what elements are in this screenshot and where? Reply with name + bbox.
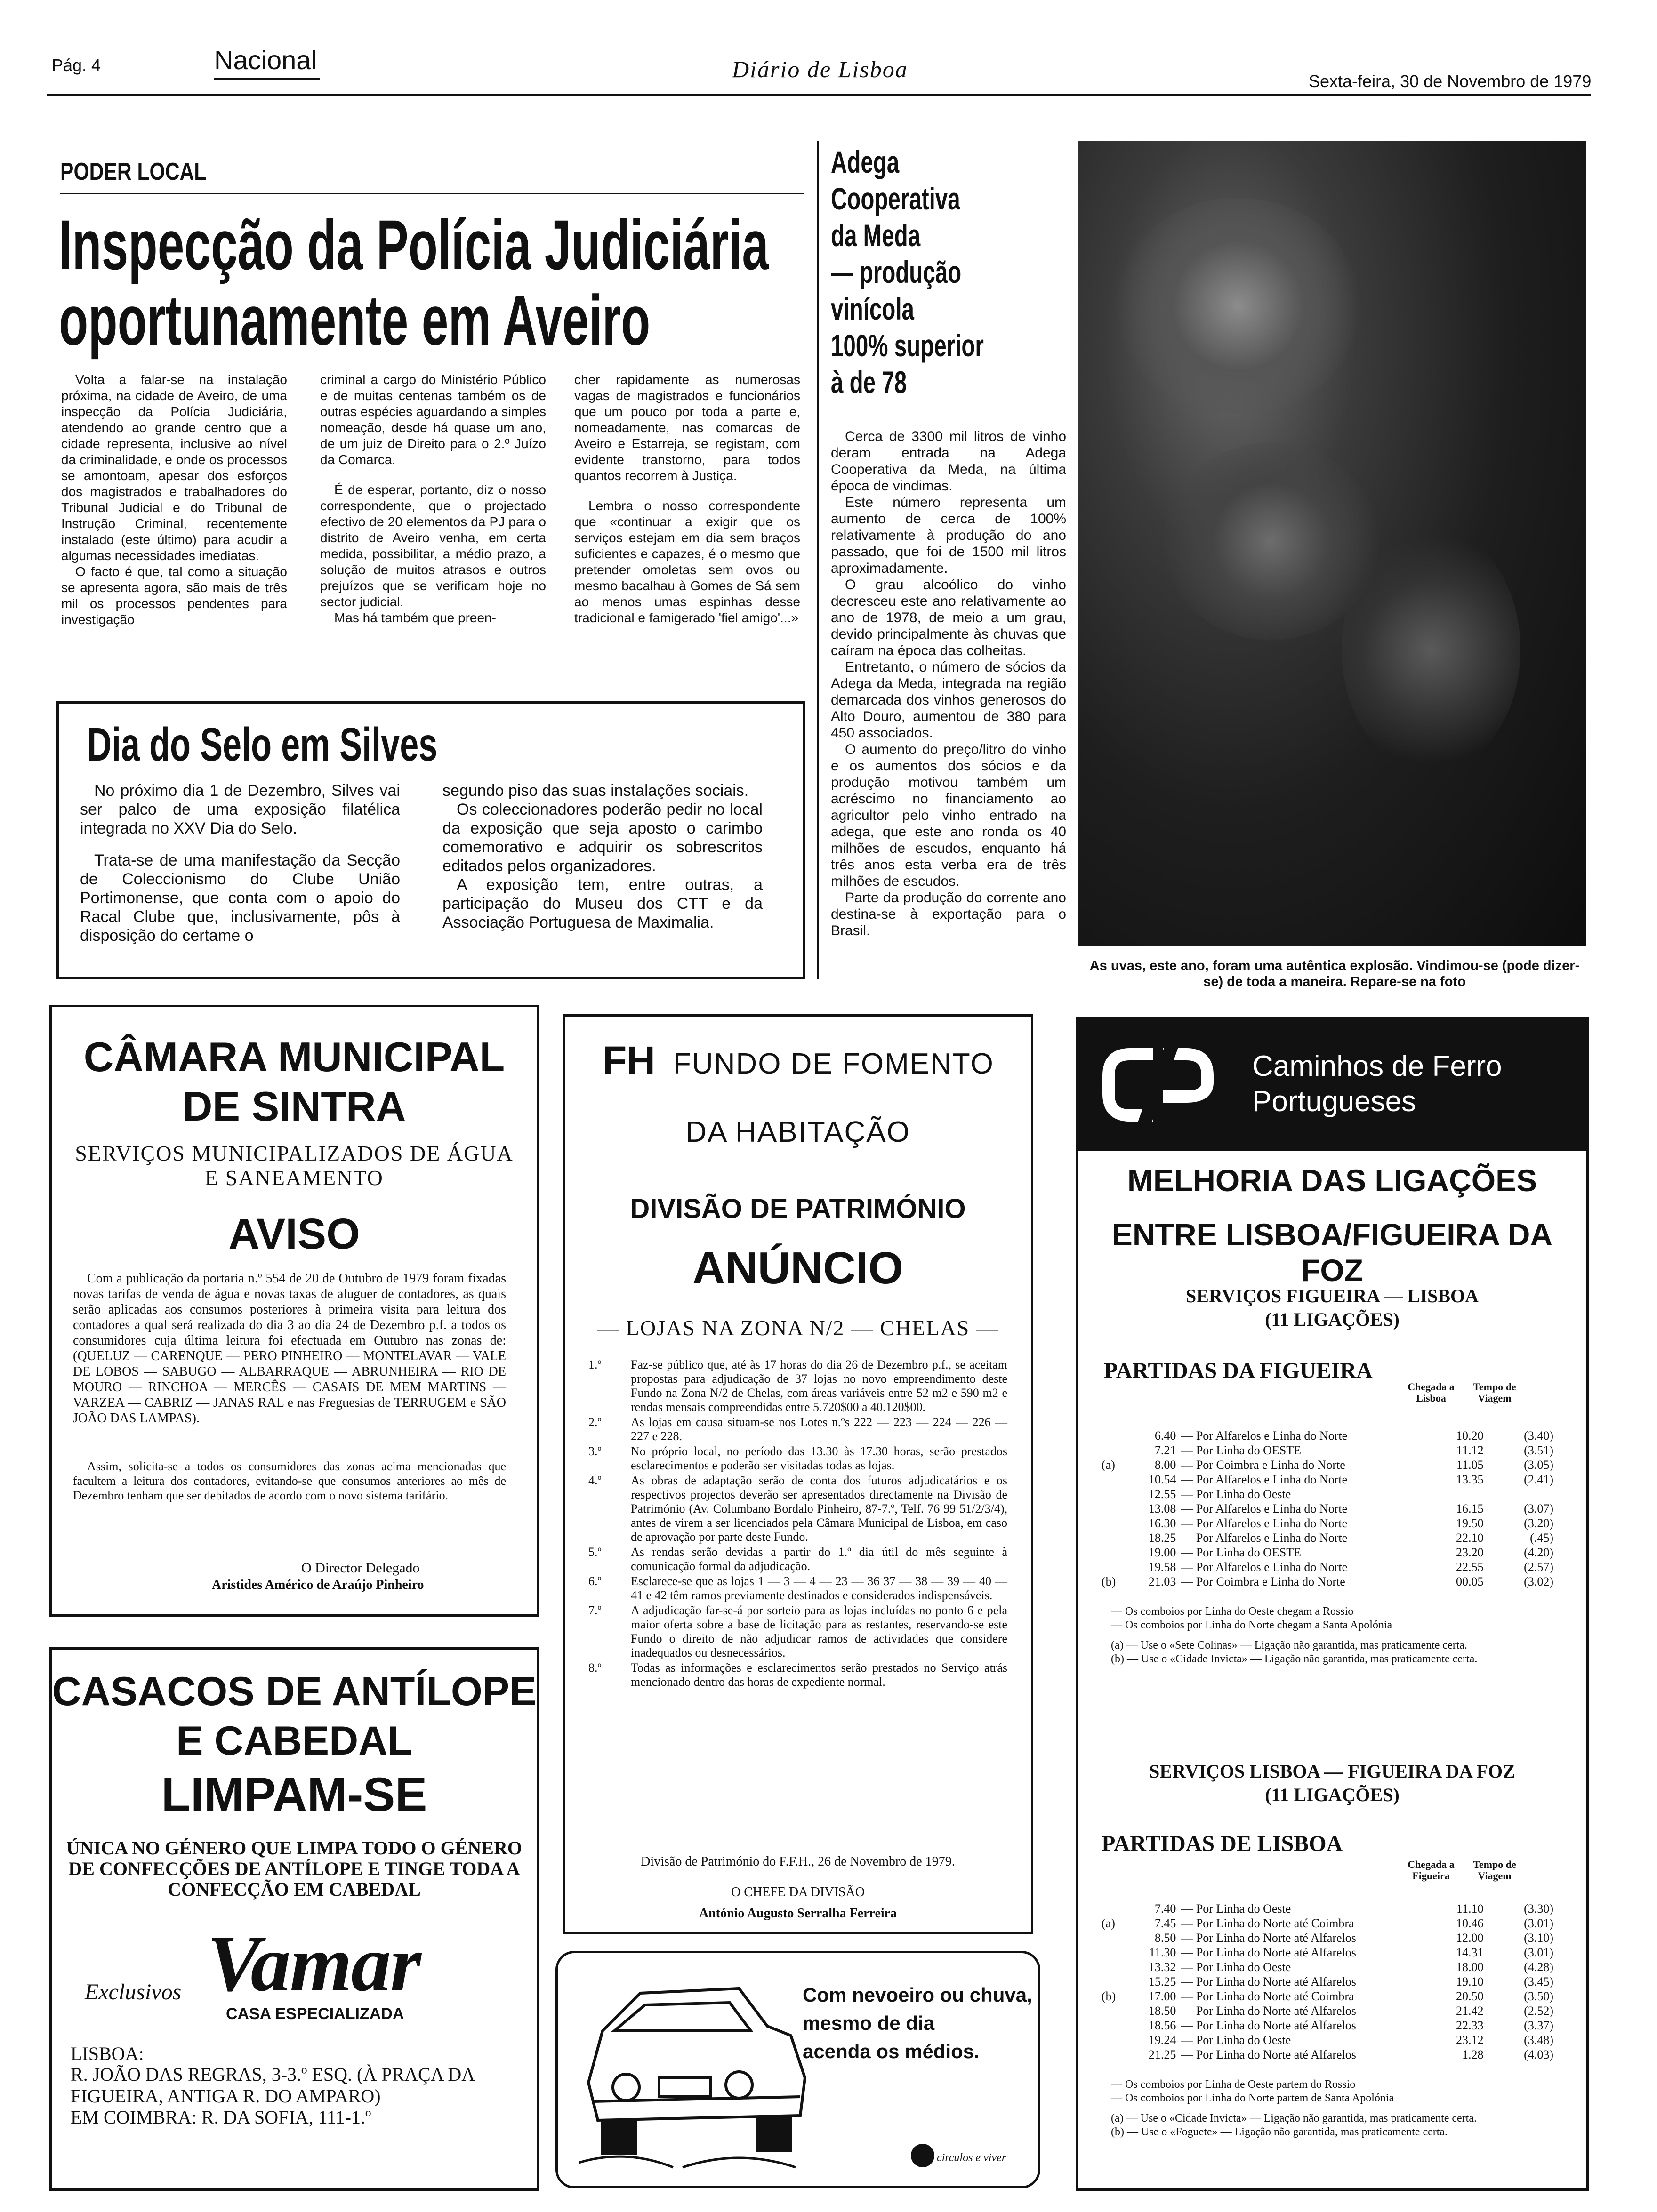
- row-arrival: 23.12: [1456, 2033, 1484, 2047]
- cp-timetable-2: [1102, 1901, 1553, 2062]
- row-route: — Por Coimbra e Linha do Norte: [1181, 1458, 1345, 1472]
- kicker: PODER LOCAL: [60, 158, 207, 185]
- row-route: — Por Linha do Oeste: [1181, 1487, 1291, 1501]
- cp-section-1-title: SERVIÇOS FIGUEIRA — LISBOA: [1185, 1285, 1479, 1306]
- fundo-item: [588, 1474, 1007, 1544]
- paragraph: criminal a cargo do Ministério Público e de muitas centenas também os de outras espécies aguardando a simples nomeação, desde há quase um ano, de um juiz de Direito para o 2.º Juízo da Comarca.: [320, 372, 546, 467]
- route-text: Por Linha do Oeste: [1196, 1960, 1291, 1974]
- route-text: Por Alfarelos e Linha do Norte: [1196, 1516, 1348, 1530]
- selo-column-1: [80, 781, 400, 945]
- row-time: 17.00: [1148, 1989, 1176, 2003]
- row-time: 19.24: [1148, 2033, 1176, 2047]
- cp-section-1-subtitle: (11 LIGAÇÕES): [1265, 1309, 1400, 1330]
- paragraph: O aumento do preço/litro do vinho e os aumentos dos sócios e da produção motivou também um acréscimo no financiamento ao agricultor pelo vinho entrado na adega, que este ano ronda os 40 milhões de escudos, enquanto há três anos esta verba era de três milhões de escudos.: [831, 742, 1066, 889]
- route-text: Por Alfarelos e Linha do Norte: [1196, 1429, 1348, 1443]
- photo-highlight: [1116, 198, 1360, 414]
- item-text: As lojas em causa situam-se nos Lotes n.ºs 222 — 223 — 224 — 226 — 227 e 228.: [631, 1415, 1007, 1443]
- row-time: 18.25: [1148, 1531, 1176, 1545]
- headline-line: da Meda: [831, 218, 921, 253]
- car-grille: [659, 2078, 711, 2097]
- casacos-title-1: CASACOS DE ANTÍLOPE: [52, 1669, 537, 1714]
- paragraph: Os coleccionadores poderão pedir no local da exposição que seja aposto o carimbo comemorativo e adquirir os sobrescritos editados pelos organizadores.: [442, 801, 763, 875]
- headline-line: 100% superior: [831, 328, 984, 363]
- row-route: — Por Linha do Norte até Coimbra: [1181, 1989, 1354, 2003]
- sintra-title-1: CÂMARA MUNICIPAL: [83, 1034, 505, 1080]
- row-note: [1102, 1428, 1129, 1443]
- cp-col-time: Tempo de Viagem: [1473, 1381, 1516, 1404]
- cp-notes-1: [1111, 1605, 1558, 1666]
- sintra-body-2: Assim, solicita-se a todos os consumidores das zonas acima mencionadas que facultem a leitura dos contadores, evitando-se que consumos anteriores ao mês de Dezembro tenham que ser debitados de acordo com o novo sistema tarifário.: [73, 1459, 506, 1502]
- row-route: — Por Linha do Oeste: [1181, 1960, 1291, 1974]
- timetable-row: [1102, 1545, 1553, 1560]
- timetable-row: [1102, 1458, 1553, 1472]
- row-route: — Por Coimbra e Linha do Norte: [1181, 1575, 1345, 1588]
- casacos-address-1: R. JOÃO DAS REGRAS, 3-3.º ESQ. (À PRAÇA DA FIGUEIRA, ANTIGA R. DO AMPARO): [71, 2064, 474, 2107]
- timetable-row: [1102, 1516, 1553, 1531]
- timetable-row: [1102, 2033, 1553, 2047]
- item-number: 1.º: [588, 1358, 602, 1371]
- timetable-note: — Os comboios por Linha de Oeste partem do Rossio: [1111, 2078, 1356, 2091]
- sintra-title-2: DE SINTRA: [182, 1083, 406, 1130]
- item-number: 3.º: [588, 1444, 602, 1458]
- row-note: [1102, 1931, 1129, 1945]
- fog-text-2: mesmo de dia: [803, 2012, 935, 2034]
- item-text: As obras de adaptação serão de conta dos futuros adjudicatários e os respectivos projectos deverão ser apresentados directamente na Divisão de Património (Av. Columbano Bordalo Pinheiro, 87-7.º, Telf. 76 99 51/2/3/4), antes de virem a ser licenciados pela Câmara Municipal de Lisboa, em caso de aprovação por parte deste Fundo.: [631, 1474, 1007, 1544]
- row-arrival: 00.05: [1456, 1575, 1484, 1588]
- row-duration: (3.40): [1524, 1429, 1553, 1443]
- row-time: 7.40: [1154, 1902, 1176, 1915]
- cp-title-1: MELHORIA DAS LIGAÇÕES: [1127, 1163, 1537, 1198]
- paragraph: Cerca de 3300 mil litros de vinho deram entrada na Adega Cooperativa da Meda, na última época de vindimas.: [831, 429, 1066, 494]
- timetable-row: [1102, 1974, 1553, 1989]
- masthead: Diário de Lisboa: [732, 56, 908, 82]
- row-arrival: 19.50: [1456, 1516, 1484, 1530]
- fog-text-1: Com nevoeiro ou chuva,: [803, 1984, 1032, 2006]
- headline-line-2: oportunamente em Aveiro: [59, 281, 651, 360]
- headline-line-1: Inspecção da Polícia Judiciária: [59, 205, 769, 284]
- row-time: 18.56: [1148, 2019, 1176, 2032]
- cp-section-2-subtitle: (11 LIGAÇÕES): [1265, 1784, 1400, 1805]
- paragraph: No próximo dia 1 de Dezembro, Silves vai ser palco de uma exposição filatélica integrada no XXV Dia do Selo.: [80, 782, 400, 837]
- timetable-row: [1102, 1945, 1553, 1960]
- row-note: [1102, 1443, 1129, 1458]
- row-duration: (2.57): [1524, 1560, 1553, 1574]
- row-arrival: 20.50: [1456, 1989, 1484, 2003]
- casacos-brand-sub: CASA ESPECIALIZADA: [226, 2005, 404, 2023]
- row-note: [1102, 1560, 1129, 1574]
- route-text: Por Linha do Oeste: [1196, 2033, 1291, 2047]
- row-route: — Por Alfarelos e Linha do Norte: [1181, 1560, 1348, 1574]
- page-number: Pág. 4: [52, 56, 101, 75]
- row-duration: (3.37): [1524, 2019, 1553, 2032]
- casacos-address-label: LISBOA:: [71, 2043, 144, 2064]
- cp-brand-2: Portugueses: [1252, 1085, 1416, 1118]
- sintra-aviso: AVISO: [228, 1210, 360, 1258]
- row-route: — Por Alfarelos e Linha do Norte: [1181, 1531, 1348, 1545]
- row-duration: (3.01): [1524, 1946, 1553, 1959]
- fundo-org-1: FUNDO DE FOMENTO: [673, 1048, 994, 1080]
- row-route: — Por Alfarelos e Linha do Norte: [1181, 1502, 1348, 1515]
- route-text: Por Linha do Norte até Alfarelos: [1196, 1946, 1356, 1959]
- row-duration: (3.50): [1524, 1989, 1553, 2003]
- row-time: 8.50: [1154, 1931, 1176, 1945]
- row-arrival: 10.46: [1456, 1916, 1484, 1930]
- adega-body: [831, 428, 1066, 939]
- row-route: — Por Alfarelos e Linha do Norte: [1181, 1429, 1348, 1443]
- row-arrival: 22.10: [1456, 1531, 1484, 1545]
- timetable-row: [1102, 1531, 1553, 1545]
- item-number: 5.º: [588, 1545, 602, 1559]
- casacos-title-3: LIMPAM-SE: [161, 1768, 427, 1821]
- row-route: — Por Linha do Oeste: [1181, 2033, 1291, 2047]
- row-route: — Por Linha do Norte até Alfarelos: [1181, 2004, 1356, 2018]
- row-time: 19.00: [1148, 1546, 1176, 1559]
- timetable-row: [1102, 1960, 1553, 1974]
- cp-logo-icon: [1102, 1045, 1215, 1125]
- row-duration: (3.07): [1524, 1502, 1553, 1515]
- paragraph: Parte da produção do corrente ano destina-se à exportação para o Brasil.: [831, 890, 1066, 938]
- car-wheel: [758, 2118, 791, 2151]
- row-duration: (3.20): [1524, 1516, 1553, 1530]
- row-note: [1102, 1516, 1129, 1531]
- row-arrival: 16.15: [1456, 1502, 1484, 1515]
- row-note: (a): [1102, 1916, 1115, 1930]
- row-time: 15.25: [1148, 1975, 1176, 1988]
- row-duration: [1484, 1487, 1553, 1501]
- paragraph: Trata-se de uma manifestação da Secção de Coleccionismo do Clube União Portimonense, que conta com o apoio do Racal Clube que, inclusivamente, pôs à disposição do certame o: [80, 851, 400, 945]
- row-time: 6.40: [1154, 1429, 1176, 1443]
- row-duration: (3.30): [1524, 1902, 1553, 1915]
- paragraph: A exposição tem, entre outras, a participação do Museu dos CTT e da Associação Portuguesa de Maximalia.: [442, 876, 763, 931]
- row-duration: (3.45): [1524, 1975, 1553, 1988]
- car-window: [614, 2003, 751, 2031]
- timetable-note: (b) — Use o «Foguete» — Ligação não garantida, mas praticamente certa.: [1111, 2126, 1448, 2138]
- section-name: Nacional: [214, 45, 317, 75]
- fundo-item: [588, 1574, 1007, 1603]
- cp-col-time: Tempo de Viagem: [1473, 1859, 1516, 1882]
- selo-column-2: [442, 781, 763, 932]
- row-time: 8.00: [1154, 1458, 1176, 1472]
- route-text: Por Coimbra e Linha do Norte: [1196, 1458, 1345, 1472]
- fundo-item: [588, 1661, 1007, 1689]
- paragraph: segundo piso das suas instalações sociais.: [442, 782, 749, 800]
- route-text: Por Linha do Norte até Coimbra: [1196, 1989, 1354, 2003]
- row-time: 18.50: [1148, 2004, 1176, 2018]
- fundo-logo-icon: FH: [603, 1038, 655, 1082]
- row-route: — Por Linha do OESTE: [1181, 1546, 1301, 1559]
- row-arrival: 11.12: [1456, 1443, 1484, 1457]
- row-arrival: 11.10: [1456, 1902, 1484, 1915]
- grapes-photo: [1078, 141, 1586, 946]
- row-arrival: [1423, 1487, 1484, 1501]
- fundo-item: [588, 1415, 1007, 1443]
- timetable-row: [1102, 1487, 1553, 1501]
- cp-col-arrival: Chegada a Figueira: [1408, 1859, 1455, 1882]
- row-time: 11.30: [1149, 1946, 1176, 1959]
- row-route: — Por Alfarelos e Linha do Norte: [1181, 1473, 1348, 1486]
- paragraph: O grau alcoólico do vinho decresceu este ano relativamente ao ano de 1978, de meio a um grau, devido principalmente às chuvas que caíram na época das colheitas.: [831, 577, 1066, 658]
- cp-brand-1: Caminhos de Ferro: [1252, 1050, 1502, 1082]
- fog-text-3: acenda os médios.: [803, 2040, 980, 2062]
- timetable-row: [1102, 1428, 1553, 1443]
- article-column-2: [320, 372, 546, 626]
- timetable-note: (a) — Use o «Sete Colinas» — Ligação não garantida, mas praticamente certa.: [1111, 1639, 1468, 1651]
- row-route: — Por Linha do Norte até Coimbra: [1181, 1916, 1354, 1930]
- row-arrival: 13.35: [1456, 1473, 1484, 1486]
- fundo-item: [588, 1358, 1007, 1414]
- timetable-note: — Os comboios por Linha do Norte partem de Santa Apolónia: [1111, 2092, 1394, 2104]
- article-column-3: [574, 372, 800, 626]
- row-duration: (4.03): [1524, 2048, 1553, 2061]
- cp-timetable-1: [1102, 1428, 1553, 1589]
- paragraph: Mas há também que preen-: [334, 610, 496, 625]
- row-note: (b): [1102, 1575, 1116, 1588]
- row-arrival: 1.28: [1462, 2048, 1484, 2061]
- fundo-item: [588, 1545, 1007, 1573]
- fundo-items: [588, 1358, 1007, 1690]
- row-duration: (4.20): [1524, 1546, 1553, 1559]
- headline-line: à de 78: [831, 365, 907, 400]
- fundo-signature-title: O CHEFE DA DIVISÃO: [731, 1885, 865, 1899]
- route-text: Por Alfarelos e Linha do Norte: [1196, 1560, 1348, 1574]
- car-illustration: [570, 1960, 833, 2181]
- item-number: 2.º: [588, 1415, 602, 1429]
- row-route: — Por Linha do Oeste: [1181, 1902, 1291, 1915]
- row-note: [1102, 1472, 1129, 1487]
- row-duration: (2.41): [1524, 1473, 1553, 1486]
- route-text: Por Alfarelos e Linha do Norte: [1196, 1531, 1348, 1545]
- route-text: Por Linha do Norte até Alfarelos: [1196, 2019, 1356, 2032]
- row-time: 16.30: [1148, 1516, 1176, 1530]
- row-note: [1102, 2018, 1129, 2033]
- timetable-row: [1102, 1501, 1553, 1516]
- headline-line: Adega: [831, 144, 900, 179]
- row-note: [1102, 1501, 1129, 1516]
- row-duration: (2.52): [1524, 2004, 1553, 2018]
- row-route: — Por Linha do Norte até Alfarelos: [1181, 1931, 1356, 1945]
- row-arrival: 19.10: [1456, 1975, 1484, 1988]
- headline-line: vinícola: [831, 291, 914, 326]
- header-rule: [47, 94, 1591, 96]
- row-time: 7.21: [1154, 1443, 1176, 1457]
- route-text: Por Linha do Norte até Alfarelos: [1196, 2004, 1356, 2018]
- photo-caption: As uvas, este ano, foram uma autêntica explosão. Vindimou-se (pode dizer-se) de toda a maneira. Repare-se na foto: [1089, 958, 1580, 989]
- route-text: Por Linha do Norte até Coimbra: [1196, 1916, 1354, 1930]
- row-note: [1102, 2033, 1129, 2047]
- cp-col-arrival: Chegada a Lisboa: [1408, 1381, 1455, 1404]
- row-duration: (3.48): [1524, 2033, 1553, 2047]
- timetable-row: [1102, 2047, 1553, 2062]
- item-number: 8.º: [588, 1661, 602, 1675]
- timetable-note: (a) — Use o «Cidade Invicta» — Ligação não garantida, mas praticamente certa.: [1111, 2112, 1477, 2124]
- sponsor-logo-icon: [911, 2144, 934, 2167]
- paragraph: Lembra o nosso correspondente que «continuar a exigir que os serviços estejam em dia sem braços suficientes e capazes, é o mesmo que pretender omoletas sem ovos ou mesmo bacalhau à Gomes de Sá sem ao menos umas espinhas desse tradicional e famigerado 'fiel amigo'...»: [574, 498, 800, 625]
- selo-headline: Dia do Selo em Silves: [87, 718, 438, 771]
- fundo-item: [588, 1444, 1007, 1473]
- row-duration: (.45): [1530, 1531, 1553, 1545]
- casacos-brand: Vamar: [207, 1919, 420, 2008]
- timetable-row: [1102, 1916, 1553, 1931]
- casacos-body: ÚNICA NO GÉNERO QUE LIMPA TODO O GÉNERO DE CONFECÇÕES DE ANTÍLOPE E TINGE TODA A CONFECÇÃO EM CABEDAL: [66, 1837, 522, 1900]
- route-text: Por Linha do Norte até Alfarelos: [1196, 1975, 1356, 1988]
- fog-sponsor: circulos e viver: [937, 2152, 1006, 2164]
- route-text: Por Linha do Norte até Alfarelos: [1196, 2048, 1356, 2061]
- sintra-subtitle: SERVIÇOS MUNICIPALIZADOS DE ÁGUA E SANEAMENTO: [75, 1141, 514, 1190]
- row-time: 21.25: [1148, 2048, 1176, 2061]
- route-text: Por Linha do OESTE: [1196, 1443, 1301, 1457]
- timetable-row: [1102, 1931, 1553, 1945]
- row-note: [1102, 1531, 1129, 1545]
- row-arrival: 22.55: [1456, 1560, 1484, 1574]
- fundo-subtitle: — LOJAS NA ZONA N/2 — CHELAS —: [597, 1316, 999, 1340]
- fundo-item: [588, 1603, 1007, 1660]
- timetable-row: [1102, 1560, 1553, 1574]
- row-arrival: 22.33: [1456, 2019, 1484, 2032]
- row-arrival: 18.00: [1456, 1960, 1484, 1974]
- timetable-row: [1102, 2004, 1553, 2018]
- route-text: Por Linha do Oeste: [1196, 1902, 1291, 1915]
- timetable-row: [1102, 2018, 1553, 2033]
- row-note: (a): [1102, 1458, 1115, 1472]
- row-duration: (3.05): [1524, 1458, 1553, 1472]
- casacos-title-2: E CABEDAL: [176, 1718, 412, 1763]
- row-time: 10.54: [1148, 1473, 1176, 1486]
- row-duration: (3.01): [1524, 1916, 1553, 1930]
- row-route: — Por Linha do Norte até Alfarelos: [1181, 2019, 1356, 2032]
- casacos-exclusivos: Exclusivos: [85, 1980, 182, 2004]
- sintra-signature-title: O Director Delegado: [301, 1560, 420, 1576]
- car-headlight: [613, 2074, 639, 2100]
- cp-section-2-title: SERVIÇOS LISBOA — FIGUEIRA DA FOZ: [1149, 1761, 1515, 1782]
- item-text: Faz-se público que, até às 17 horas do dia 26 de Dezembro p.f., se aceitam propostas para adjudicação de 37 lojas no novo empreendimento deste Fundo na Zona N/2 de Chelas, com áreas variáveis entre 52 m2 e 590 m2 e rendas mensais compreendidas entre 5.720$00 a 40.120$00.: [631, 1358, 1007, 1414]
- item-text: Esclarece-se que as lojas 1 — 3 — 4 — 23 — 36 37 — 38 — 39 — 40 — 41 e 42 têm ramos previamente destinados e considerados indispensáveis.: [631, 1574, 1007, 1602]
- route-text: Por Alfarelos e Linha do Norte: [1196, 1473, 1348, 1486]
- row-note: (b): [1102, 1989, 1116, 2003]
- row-route: — Por Linha do Norte até Alfarelos: [1181, 1946, 1356, 1959]
- fundo-signature-name: António Augusto Serralha Ferreira: [699, 1906, 897, 1921]
- paragraph: cher rapidamente as numerosas vagas de magistrados e funcionários que um pouco por toda a parte e, nomeadamente, nas comarcas de Aveiro e Estarreja, se registam, com evidente transtorno, para todos quantos recorrem à Justiça.: [574, 372, 800, 483]
- item-number: 6.º: [588, 1574, 602, 1588]
- casacos-address-2: EM COIMBRA: R. DA SOFIA, 111-1.º: [71, 2107, 371, 2128]
- row-arrival: 11.05: [1456, 1458, 1484, 1472]
- section-underline: [214, 78, 320, 80]
- row-time: 21.03: [1148, 1575, 1176, 1588]
- row-note: [1102, 1974, 1129, 1989]
- row-route: — Por Linha do Norte até Alfarelos: [1181, 2048, 1356, 2061]
- item-text: No próprio local, no período das 13.30 às 17.30 horas, serão prestados esclarecimentos e poderão ser visitadas todas as lojas.: [631, 1444, 1007, 1472]
- cp-notes-2: [1111, 2078, 1558, 2139]
- row-arrival: 12.00: [1456, 1931, 1484, 1945]
- row-time: 7.45: [1154, 1916, 1176, 1930]
- timetable-row: [1102, 1472, 1553, 1487]
- timetable-row: [1102, 1901, 1553, 1916]
- route-text: Por Alfarelos e Linha do Norte: [1196, 1502, 1348, 1515]
- fundo-anuncio: ANÚNCIO: [692, 1243, 903, 1293]
- timetable-note: — Os comboios por Linha do Oeste chegam a Rossio: [1111, 1605, 1354, 1618]
- adega-headline: [831, 144, 984, 401]
- route-text: Por Linha do Norte até Alfarelos: [1196, 1931, 1356, 1945]
- sintra-signature-name: Aristides Américo de Araújo Pinheiro: [212, 1578, 424, 1592]
- row-arrival: 10.20: [1456, 1429, 1484, 1443]
- row-note: [1102, 2004, 1129, 2018]
- row-duration: (3.10): [1524, 1931, 1553, 1945]
- route-text: Por Linha do Oeste: [1196, 1487, 1291, 1501]
- row-note: [1102, 1487, 1129, 1501]
- timetable-row: [1102, 1443, 1553, 1458]
- car-wheel: [603, 2120, 635, 2153]
- photo-highlight: [1342, 527, 1520, 772]
- row-note: [1102, 1901, 1129, 1916]
- row-note: [1102, 2047, 1129, 2062]
- kicker-rule: [60, 193, 804, 194]
- row-duration: (4.28): [1524, 1960, 1553, 1974]
- route-text: Por Linha do OESTE: [1196, 1546, 1301, 1559]
- paragraph: Entretanto, o número de sócios da Adega da Meda, integrada na região demarcada dos vinhos generosos do Alto Douro, aumentou de 380 para 450 associados.: [831, 659, 1066, 741]
- sintra-body-1: Com a publicação da portaria n.º 554 de 20 de Outubro de 1979 foram fixadas novas tarifas de venda de água e novas taxas de aluguer de contadores, as quais serão aplicadas aos consumos posteriores à primeira visita para leitura dos contadores a qual será realizada do dia 3 ao dia 24 de Dezembro p.f. a todos os consumidores cuja última leitura foi efectuada em Outubro nas zonas de: (QUELUZ — CARENQUE — PERO PINHEIRO — MONTELAVAR — VALE DE LOBOS — SABUGO — ALBARRAQUE — ABRUNHEIRA — RIO DE MOURO — RINCHOA — MERCÊS — CASAIS DE MEM MARTINS — VARZEA — CABRIZ — JANAS RAL e nas Freguesias de TERRUGEM e SÃO JOÃO DAS LAMPAS).: [73, 1271, 506, 1426]
- fundo-division: DIVISÃO DE PATRIMÓNIO: [630, 1194, 966, 1224]
- row-time: 13.32: [1148, 1960, 1176, 1974]
- row-note: [1102, 1960, 1129, 1974]
- fundo-date-line: Divisão de Património do F.F.H., 26 de Novembro de 1979.: [641, 1854, 955, 1869]
- paragraph: O facto é que, tal como a situação se apresenta agora, são mais de três mil os processos pendentes para investigação: [61, 564, 287, 627]
- row-duration: (3.02): [1524, 1575, 1553, 1588]
- paragraph: Este número representa um aumento de cerca de 100% relativamente à produção do ano passado, que foi de 1500 mil litros aproximadamente.: [831, 495, 1066, 576]
- item-text: Todas as informações e esclarecimentos serão prestados no Serviço atrás mencionado dentro das horas de expediente normal.: [631, 1661, 1007, 1689]
- item-number: 7.º: [588, 1603, 602, 1617]
- row-route: — Por Linha do OESTE: [1181, 1443, 1301, 1457]
- cp-section-2-heading: PARTIDAS DE LISBOA: [1102, 1831, 1343, 1856]
- row-route: — Por Alfarelos e Linha do Norte: [1181, 1516, 1348, 1530]
- row-duration: (3.51): [1524, 1443, 1553, 1457]
- row-note: [1102, 1545, 1129, 1560]
- row-arrival: 21.42: [1456, 2004, 1484, 2018]
- paragraph: Volta a falar-se na instalação próxima, na cidade de Aveiro, de uma inspecção da Polícia Judiciária, atendendo ao grande centro que a cidade representa, inclusive ao nível da criminalidade, e onde os processos se amontoam, apesar dos esforços dos magistrados e trabalhadores do Tribunal Judicial e do Tribunal de Instrução Criminal, recentemente instalado (este último) para acudir a algumas necessidades imediatas.: [61, 372, 287, 563]
- row-route: — Por Linha do Norte até Alfarelos: [1181, 1975, 1356, 1988]
- timetable-note: (b) — Use o «Cidade Invicta» — Ligação não garantida, mas praticamente certa.: [1111, 1653, 1478, 1665]
- cp-section-1-heading: PARTIDAS DA FIGUEIRA: [1104, 1358, 1373, 1383]
- timetable-note: — Os comboios por Linha do Norte chegam a Santa Apolónia: [1111, 1619, 1392, 1631]
- route-text: Por Coimbra e Linha do Norte: [1196, 1575, 1345, 1588]
- row-arrival: 23.20: [1456, 1546, 1484, 1559]
- timetable-row: [1102, 1574, 1553, 1589]
- paragraph: É de esperar, portanto, diz o nosso correspondente, que o projectado efectivo de 20 elementos da PJ para o distrito de Aveiro venha, em certa medida, possibilitar, a médio prazo, a solução de muitos atrasos e outros prejuízos que se verificam hoje no sector judicial.: [320, 482, 546, 609]
- row-time: 13.08: [1148, 1502, 1176, 1515]
- row-time: 19.58: [1148, 1560, 1176, 1574]
- issue-date: Sexta-feira, 30 de Novembro de 1979: [1309, 72, 1592, 91]
- headline-line: — produção: [831, 255, 962, 289]
- item-text: A adjudicação far-se-á por sorteio para as lojas incluídas no ponto 6 e pela maior oferta sobre a base de licitação para as restantes, reservando-se este Fundo o direito de não adjudicar ramos de actividades que considere inadequados ou desnecessários.: [631, 1603, 1007, 1659]
- fundo-org-2: DA HABITAÇÃO: [685, 1116, 910, 1148]
- column-rule: [817, 141, 819, 979]
- car-icon: [588, 1988, 805, 2153]
- timetable-row: [1102, 1989, 1553, 2004]
- item-text: As rendas serão devidas a partir do 1.º dia útil do mês seguinte à comunicação formal da adjudicação.: [631, 1545, 1007, 1573]
- article-column-1: [61, 372, 287, 628]
- cp-title-2: ENTRE LISBOA/FIGUEIRA DA FOZ: [1111, 1217, 1553, 1288]
- row-time: 12.55: [1148, 1487, 1176, 1501]
- car-headlight: [726, 2072, 752, 2098]
- headlight-beam-icon: [579, 2156, 796, 2167]
- row-arrival: 14.31: [1456, 1946, 1484, 1959]
- item-number: 4.º: [588, 1474, 602, 1487]
- headline-line: Cooperativa: [831, 181, 960, 216]
- row-note: [1102, 1945, 1129, 1960]
